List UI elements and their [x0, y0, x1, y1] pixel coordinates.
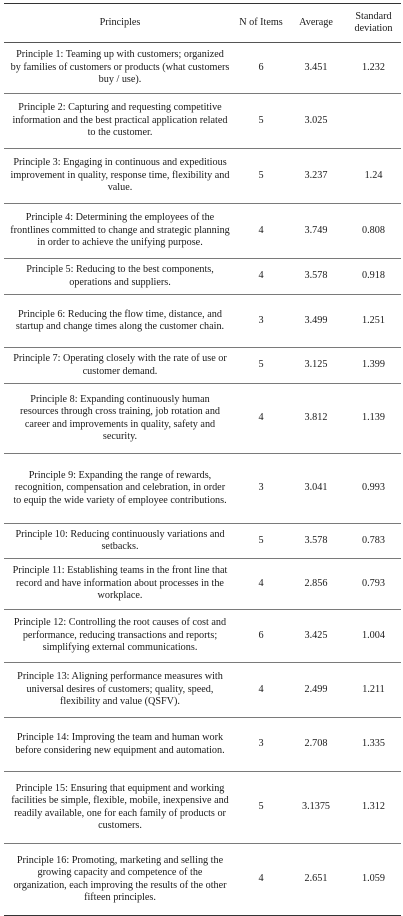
std-cell: 0.993 — [362, 482, 385, 494]
table-row — [4, 149, 401, 204]
n-items-cell: 4 — [258, 412, 264, 424]
std-cell: 0.808 — [362, 224, 385, 236]
average-cell: 3.125 — [304, 359, 328, 371]
principle-cell: Principle 11: Establishing teams in the front line that record and have information about processes in the workplace. — [12, 565, 228, 602]
table-row — [4, 610, 401, 663]
std-cell: 1.335 — [362, 738, 385, 750]
n-items-cell: 6 — [258, 629, 264, 641]
column-header-n-items: N of Items — [239, 16, 283, 28]
n-items-cell: 5 — [258, 801, 264, 813]
std-cell: 0.793 — [362, 577, 385, 589]
n-items-cell: 5 — [258, 534, 264, 546]
principle-cell: Principle 4: Determining the employees of the frontlines committed to change and strategic planning in order to achieve the unifying purpose. — [10, 212, 230, 249]
n-items-cell: 6 — [258, 61, 264, 73]
principle-cell: Principle 7: Operating closely with the rate of use or customer demand. — [13, 353, 227, 377]
average-cell: 3.812 — [304, 412, 328, 424]
principle-cell: Principle 14: Improving the team and human work before considering new equipment and automation. — [15, 732, 225, 756]
std-cell: 1.232 — [362, 61, 385, 73]
column-header-principles: Principles — [99, 16, 141, 28]
average-cell: 2.651 — [304, 873, 328, 885]
n-items-cell: 4 — [258, 270, 264, 282]
average-cell: 3.578 — [304, 534, 328, 546]
std-cell: 1.004 — [362, 629, 385, 641]
n-items-cell: 5 — [258, 114, 264, 126]
n-items-cell: 4 — [258, 577, 264, 589]
table-row — [4, 204, 401, 259]
principle-cell: Principle 16: Promoting, marketing and selling the growing capacity and competence of the organization, each improving the results of the other fifteen principles. — [13, 854, 227, 903]
header-row — [4, 4, 401, 43]
std-cell: 1.312 — [362, 801, 385, 813]
n-items-cell: 4 — [258, 873, 264, 885]
average-cell: 3.1375 — [301, 801, 330, 813]
average-cell: 3.749 — [304, 224, 328, 236]
average-cell: 2.856 — [304, 577, 328, 589]
n-items-cell: 3 — [258, 738, 264, 750]
std-cell: 0.918 — [362, 270, 385, 282]
n-items-cell: 5 — [258, 169, 264, 181]
table-row — [4, 43, 401, 94]
column-header-average: Average — [299, 16, 333, 28]
principle-cell: Principle 13: Aligning performance measures with universal desires of customers; quality, speed, flexibility and value (QSFV). — [17, 671, 223, 708]
table-row — [4, 259, 401, 295]
std-cell: 0.783 — [362, 534, 385, 546]
principle-cell: Principle 6: Reducing the flow time, distance, and startup and change times along the customer chain. — [15, 308, 225, 332]
average-cell: 3.041 — [304, 482, 328, 494]
principle-cell: Principle 3: Engaging in continuous and expeditious improvement in quality, response time, flexibility and value. — [10, 157, 230, 194]
std-cell: 1.211 — [362, 683, 385, 695]
column-header-std: Standard deviation — [354, 10, 393, 34]
table-row — [4, 384, 401, 454]
table-row — [4, 454, 401, 524]
std-cell: 1.059 — [362, 873, 385, 885]
n-items-cell: 3 — [258, 482, 264, 494]
table-row — [4, 348, 401, 384]
table-row — [4, 718, 401, 772]
average-cell: 3.237 — [304, 169, 328, 181]
n-items-cell: 4 — [258, 683, 264, 695]
average-cell: 3.425 — [304, 629, 328, 641]
std-cell: 1.139 — [362, 412, 385, 424]
std-cell: 1.24 — [364, 169, 383, 181]
principle-cell: Principle 5: Reducing to the best components, operations and suppliers. — [26, 264, 214, 288]
table-row — [4, 663, 401, 718]
table-row — [4, 295, 401, 348]
average-cell: 2.708 — [304, 738, 328, 750]
n-items-cell: 3 — [258, 314, 264, 326]
principle-cell: Principle 9: Expanding the range of rewards, recognition, compensation and celebration, in order to equip the wide variety of employee contributions. — [13, 469, 227, 506]
table-row — [4, 772, 401, 844]
std-cell — [346, 94, 401, 149]
average-cell: 3.578 — [304, 270, 328, 282]
principles-table — [4, 3, 401, 916]
principle-cell: Principle 2: Capturing and requesting competitive information and the best practical application related to the customer. — [12, 102, 228, 139]
std-cell: 1.251 — [362, 314, 385, 326]
principle-cell: Principle 1: Teaming up with customers; organized by families of customers or products (what customers buy / use). — [10, 49, 230, 86]
table-row — [4, 844, 401, 916]
std-cell: 1.399 — [362, 359, 385, 371]
average-cell: 2.499 — [304, 683, 328, 695]
n-items-cell: 5 — [258, 359, 264, 371]
average-cell: 3.025 — [304, 114, 328, 126]
n-items-cell: 4 — [258, 224, 264, 236]
table-row — [4, 524, 401, 559]
principle-cell: Principle 12: Controlling the root causes of cost and performance, reducing transactions and reports; simplifying external communications. — [13, 617, 227, 654]
principle-cell: Principle 15: Ensuring that equipment and working facilities be simple, flexible, mobile, inexpensive and readily available, one for each family of products or customers. — [11, 782, 229, 831]
table-row — [4, 559, 401, 610]
table-row — [4, 94, 401, 149]
principle-cell: Principle 8: Expanding continuously human resources through cross training, job rotation and career and improvements in quality, safety and security. — [19, 393, 221, 442]
average-cell: 3.451 — [304, 61, 328, 73]
principle-cell: Principle 10: Reducing continuously variations and setbacks. — [15, 528, 225, 552]
average-cell: 3.499 — [304, 314, 328, 326]
